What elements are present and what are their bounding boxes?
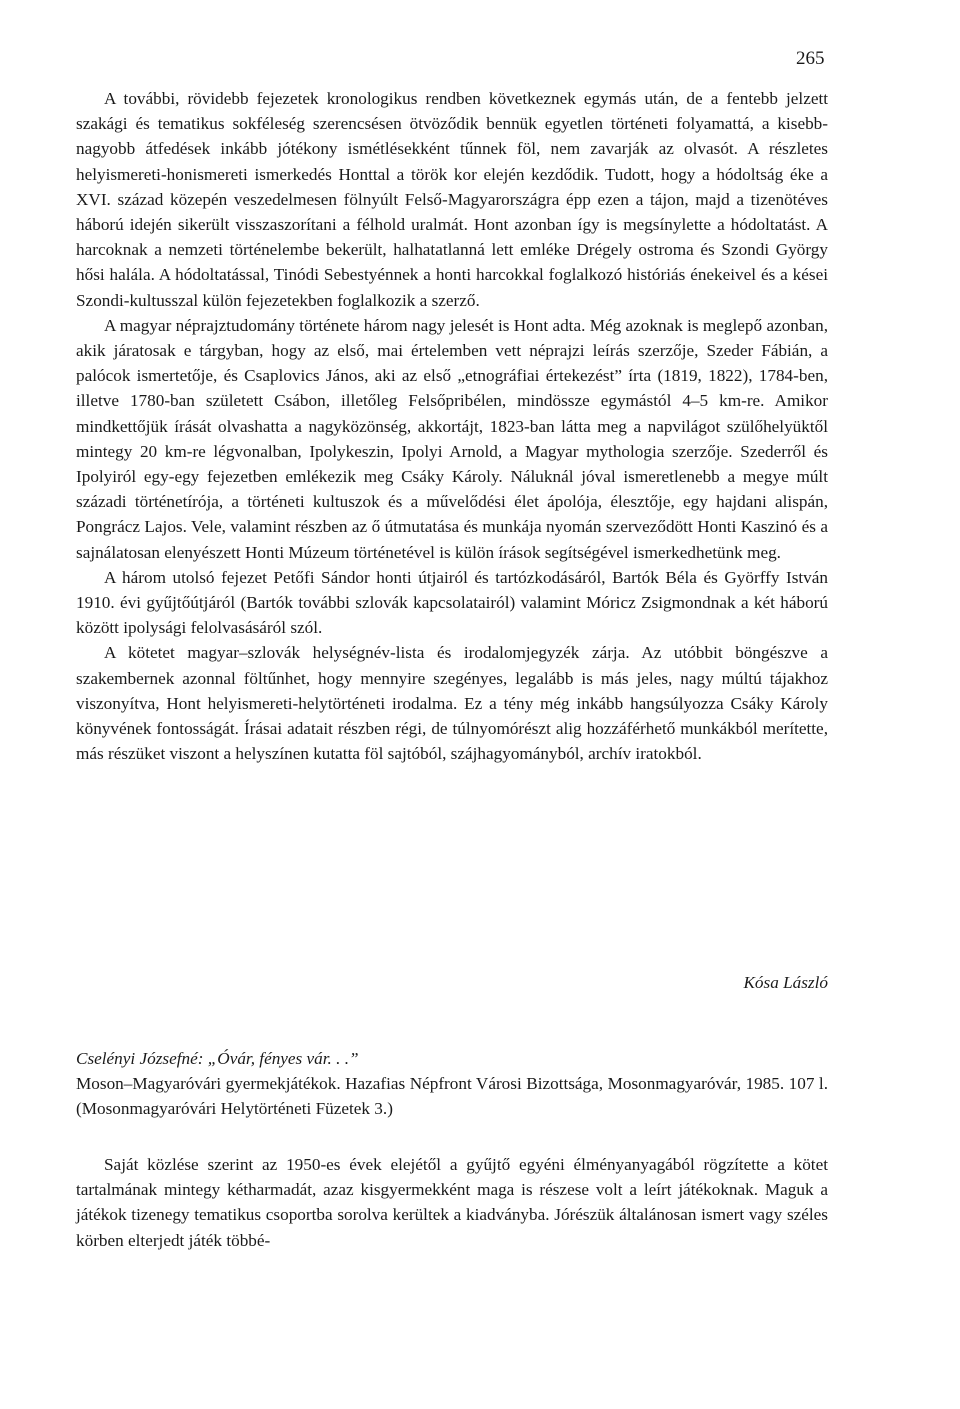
bib-title: „Óvár, fényes vár. . .”: [207, 1049, 359, 1068]
review-body-second: [76, 1152, 828, 1253]
page-number: 265: [796, 48, 825, 69]
bib-author: Cselényi Józsefné:: [76, 1049, 204, 1068]
paragraph: A kötetet magyar–szlovák helységnév-lista és irodalomjegyzék zárja. Az utóbbit böngészve a szakembernek azonnal föltűnhet, hogy mennyire szegényes, legalább is más jeles, nagy múltú tájakhoz viszonyítva, Hont helyismereti-helytörténeti irodalma. Ez a tény még inkább hangsúlyozza Csáky Károly könyvének fontosságát. Írásai adatait részben régi, de túlnyomórészt alig hozzáférhető munkákból merítette, más részüket viszont a helyszínen kutatta föl sajtóból, szájhagyományból, archív iratokból.: [76, 643, 828, 764]
paragraph: Saját közlése szerint az 1950-es évek elejétől a gyűjtő egyéni élményanyagából rögzítette a kötet tartalmának mintegy kétharmadát, azaz kisgyermekként maga is részese volt a leírt játékoknak. Maguk a játékok tizenegy tematikus csoportba sorolva kerültek a kiadványba. Jórészük általánosan ismert vagy széles körben elterjedt játék többé-: [76, 1155, 828, 1250]
paragraph: A magyar néprajztudomány története három nagy jelesét is Hont adta. Még azoknak is meglepő azonban, akik járatosak e tárgyban, hogy az első, mai értelemben vett néprajzi leírás szerzője, Szeder Fábián, a palócok ismertetője, és Csaplovics János, aki az első „etnográfiai értekezést” írta (1819, 1822), 1784-ben, illetve 1780-ban született Csábon, illetőleg Felsőpribélen, mindössze egymástól 4–5 km-re. Amikor mindkettőjük írását olvashatta a nagyközönség, akkortájt, 1823-ban látta meg a napvilágot szülőhelyüktől mintegy 20 km-re légvonalban, Ipolykeszin, Ipolyi Arnold, a Magyar mythologia szerzője. Szederről és Ipolyiról egy-egy fejezetben emlékezik meg Csáky Károly. Náluknál jóval ismeretlenebb a megye múlt századi történetírója, a történeti kultuszok és a művelődési élet ápolója, élesztője, egy hajdani alispán, Pongrácz Lajos. Vele, valamint részben az ő útmutatása és munkája nyomán szerveződött Honti Kaszinó és a sajnálatosan elenyészett Honti Múzeum történetével is külön írások segítségével ismerkedhetünk meg.: [76, 315, 828, 562]
reviewer-signature: Kósa László: [743, 973, 828, 992]
paragraph: A három utolsó fejezet Petőfi Sándor honti útjairól és tartózkodásáról, Bartók Béla és Györffy István 1910. évi gyűjtőútjáról (Bartók további szlovák kapcsolatairól) valamint Móricz Zsigmondnak a két háború között ipolysági felolvasásáról szól.: [76, 567, 828, 638]
bib-details: Moson–Magyaróvári gyermekjátékok. Hazafias Népfront Városi Bizottsága, Mosonmagyaróvár, 1985. 107 l. (Mosonmagyaróvári Helytörténeti Füzetek 3.): [76, 1074, 828, 1118]
paragraph: A további, rövidebb fejezetek kronologikus rendben következnek egymás után, de a fentebb jelzett szakági és tematikus sokféleség szerencsésen ötvöződik bennük egyetlen történeti folyamattá, a kisebb-nagyobb átfedések inkább jótékony ismétlésekként tűnnek föl, nem zavarják az olvasót. A részletes helyismereti-honismereti ismerkedés Honttal a török kor elején kezdődik. Tudott, hogy a hódoltság éke a XVI. század közepén veszedelmesen fölnyúlt Felső-Magyarországra épp ezen a tájon, majd a tizenötéves háború idején sikerült visszaszorítani a félhold uralmát. Hont azonban így is megsínylette a hódoltatást. A harcoknak a nemzeti történelembe bekerült, halhatatlanná lett emléke Drégely ostroma és Szondi György hősi halála. A hódoltatással, Tinódi Sebestyénnek a honti harcokkal foglalkozó históriás énekeivel és a kései Szondi-kultusszal külön fejezetekben foglalkozik a szerző.: [76, 89, 828, 310]
review-body: [76, 86, 828, 766]
bibliography-entry: [76, 1046, 828, 1121]
